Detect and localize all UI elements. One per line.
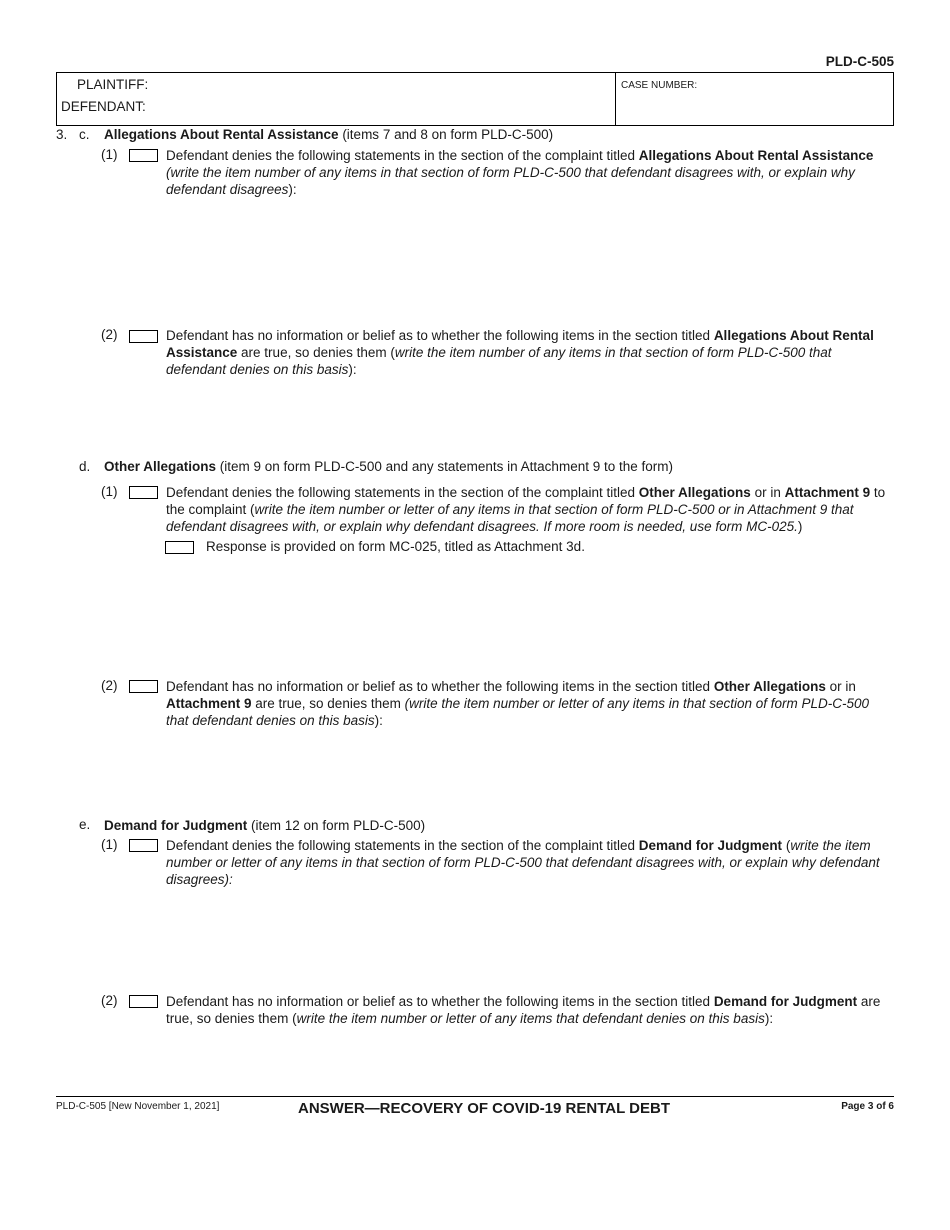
item-3d-subtitle: (item 9 on form PLD-C-500 and any statements in Attachment 9 to the form) xyxy=(219,459,673,474)
item-3c2-text-mid: are true, so denies them ( xyxy=(237,345,395,360)
item-3c1-text-end: ): xyxy=(288,182,297,197)
footer-divider xyxy=(56,1096,894,1097)
item-3d1-text-or: or in xyxy=(750,485,785,500)
case-number-cell[interactable] xyxy=(615,73,893,125)
item-3c1-text xyxy=(166,147,886,198)
item-3e1-number: (1) xyxy=(101,837,118,852)
caption-box xyxy=(56,72,894,126)
form-id: PLD-C-505 xyxy=(825,54,894,69)
item-3d-letter: d. xyxy=(79,459,91,474)
footer-title: ANSWER—RECOVERY OF COVID-19 RENTAL DEBT xyxy=(298,1100,670,1117)
item-3d1-bold: Other Allegations xyxy=(638,485,751,500)
item-3e2-bold: Demand for Judgment xyxy=(713,994,858,1009)
item-3d2-italic: (write the item number or letter of any items in that section of form PLD-C-500 that defendant denies on this basis xyxy=(166,696,870,728)
item-3-number: 3. xyxy=(56,127,68,142)
item-3c-subtitle: (items 7 and 8 on form PLD-C-500) xyxy=(342,127,554,142)
item-3c2-number: (2) xyxy=(101,327,118,342)
item-3d1-italic: write the item number or letter of any items in that section of form PLD-C-500 or in Attachment 9 that defendant disagrees with, or explain why defendant disagrees. If more room is needed, use form MC-025. xyxy=(166,502,854,534)
attachment-3d-checkbox[interactable] xyxy=(165,541,194,554)
item-3e2-text xyxy=(166,993,886,1027)
item-3e1-checkbox[interactable] xyxy=(129,839,158,852)
item-3e-title: Demand for Judgment xyxy=(104,818,248,833)
footer-form-revision: PLD-C-505 [New November 1, 2021] xyxy=(56,1101,220,1112)
item-3c2-bold: Allegations About Rental Assistance xyxy=(166,328,874,360)
item-3c1-number: (1) xyxy=(101,147,118,162)
item-3d1-bold-attachment: Attachment 9 xyxy=(784,485,871,500)
footer-page-number: Page 3 of 6 xyxy=(841,1101,894,1112)
item-3e1-text-part: Defendant denies the following statements in the section of the complaint titled xyxy=(166,838,639,853)
party-names-cell xyxy=(57,73,616,125)
item-3d2-bold-attachment: Attachment 9 xyxy=(166,696,252,711)
item-3d1-checkbox[interactable] xyxy=(129,486,158,499)
item-3e2-checkbox[interactable] xyxy=(129,995,158,1008)
item-3d-heading xyxy=(104,459,673,474)
item-3e-subtitle: (item 12 on form PLD-C-500) xyxy=(251,818,426,833)
item-3e1-bold: Demand for Judgment xyxy=(638,838,783,853)
item-3c2-text-part: Defendant has no information or belief as to whether the following items in the section titled xyxy=(166,328,714,343)
item-3d2-checkbox[interactable] xyxy=(129,680,158,693)
item-3c1-italic: (write the item number of any items in that section of form PLD-C-500 that defendant disagrees with, or explain why defendant disagrees xyxy=(166,165,855,197)
item-3c1-bold: Allegations About Rental Assistance xyxy=(638,148,874,163)
item-3d2-text-mid: are true, so denies them xyxy=(251,696,405,711)
item-3d1-text-mid: to the complaint ( xyxy=(166,485,886,517)
item-3c2-text-end: ): xyxy=(348,362,357,377)
item-3c-heading xyxy=(104,127,553,142)
item-3e1-text xyxy=(166,837,886,888)
item-3c2-text xyxy=(166,327,886,378)
item-3d1-text-part: Defendant denies the following statements in the section of the complaint titled xyxy=(166,485,639,500)
item-3d2-text-end: ): xyxy=(374,713,383,728)
defendant-label: DEFENDANT: xyxy=(61,99,146,114)
case-number-label: CASE NUMBER: xyxy=(621,80,698,91)
item-3d1-text xyxy=(166,484,886,535)
item-3d2-text-or: or in xyxy=(825,679,856,694)
item-3e2-italic: write the item number or letter of any items that defendant denies on this basis xyxy=(296,1011,765,1026)
item-3c-title: Allegations About Rental Assistance xyxy=(104,127,339,142)
item-3d2-text-part: Defendant has no information or belief as to whether the following items in the section titled xyxy=(166,679,714,694)
item-3d2-number: (2) xyxy=(101,678,118,693)
item-3e2-text-part: Defendant has no information or belief as to whether the following items in the section titled xyxy=(166,994,714,1009)
item-3e1-italic: write the item number or letter of any items in that section of form PLD-C-500 that defendant disagrees with, or explain why defendant disagrees): xyxy=(166,838,880,887)
item-3e2-number: (2) xyxy=(101,993,118,1008)
plaintiff-label: PLAINTIFF: xyxy=(77,77,149,92)
item-3e2-text-end: ): xyxy=(764,1011,774,1026)
item-3e1-text-mid: ( xyxy=(782,838,791,853)
item-3d1-number: (1) xyxy=(101,484,118,499)
item-3e2-text-mid: are true, so denies them ( xyxy=(166,994,881,1026)
item-3e-letter: e. xyxy=(79,817,91,832)
item-3c2-italic: write the item number of any items in that section of form PLD-C-500 that defendant denies on this basis xyxy=(166,345,832,377)
item-3d1-text-end: ) xyxy=(797,519,803,534)
item-3c1-checkbox[interactable] xyxy=(129,149,158,162)
item-3e-heading xyxy=(104,818,425,833)
attachment-3d-label: Response is provided on form MC-025, titled as Attachment 3d. xyxy=(206,539,585,554)
item-3c1-text-part: Defendant denies the following statements in the section of the complaint titled xyxy=(166,148,639,163)
item-3c2-checkbox[interactable] xyxy=(129,330,158,343)
item-3d2-bold: Other Allegations xyxy=(713,679,826,694)
item-3d2-text xyxy=(166,678,886,729)
item-3c-letter: c. xyxy=(79,127,90,142)
item-3d-title: Other Allegations xyxy=(104,459,217,474)
